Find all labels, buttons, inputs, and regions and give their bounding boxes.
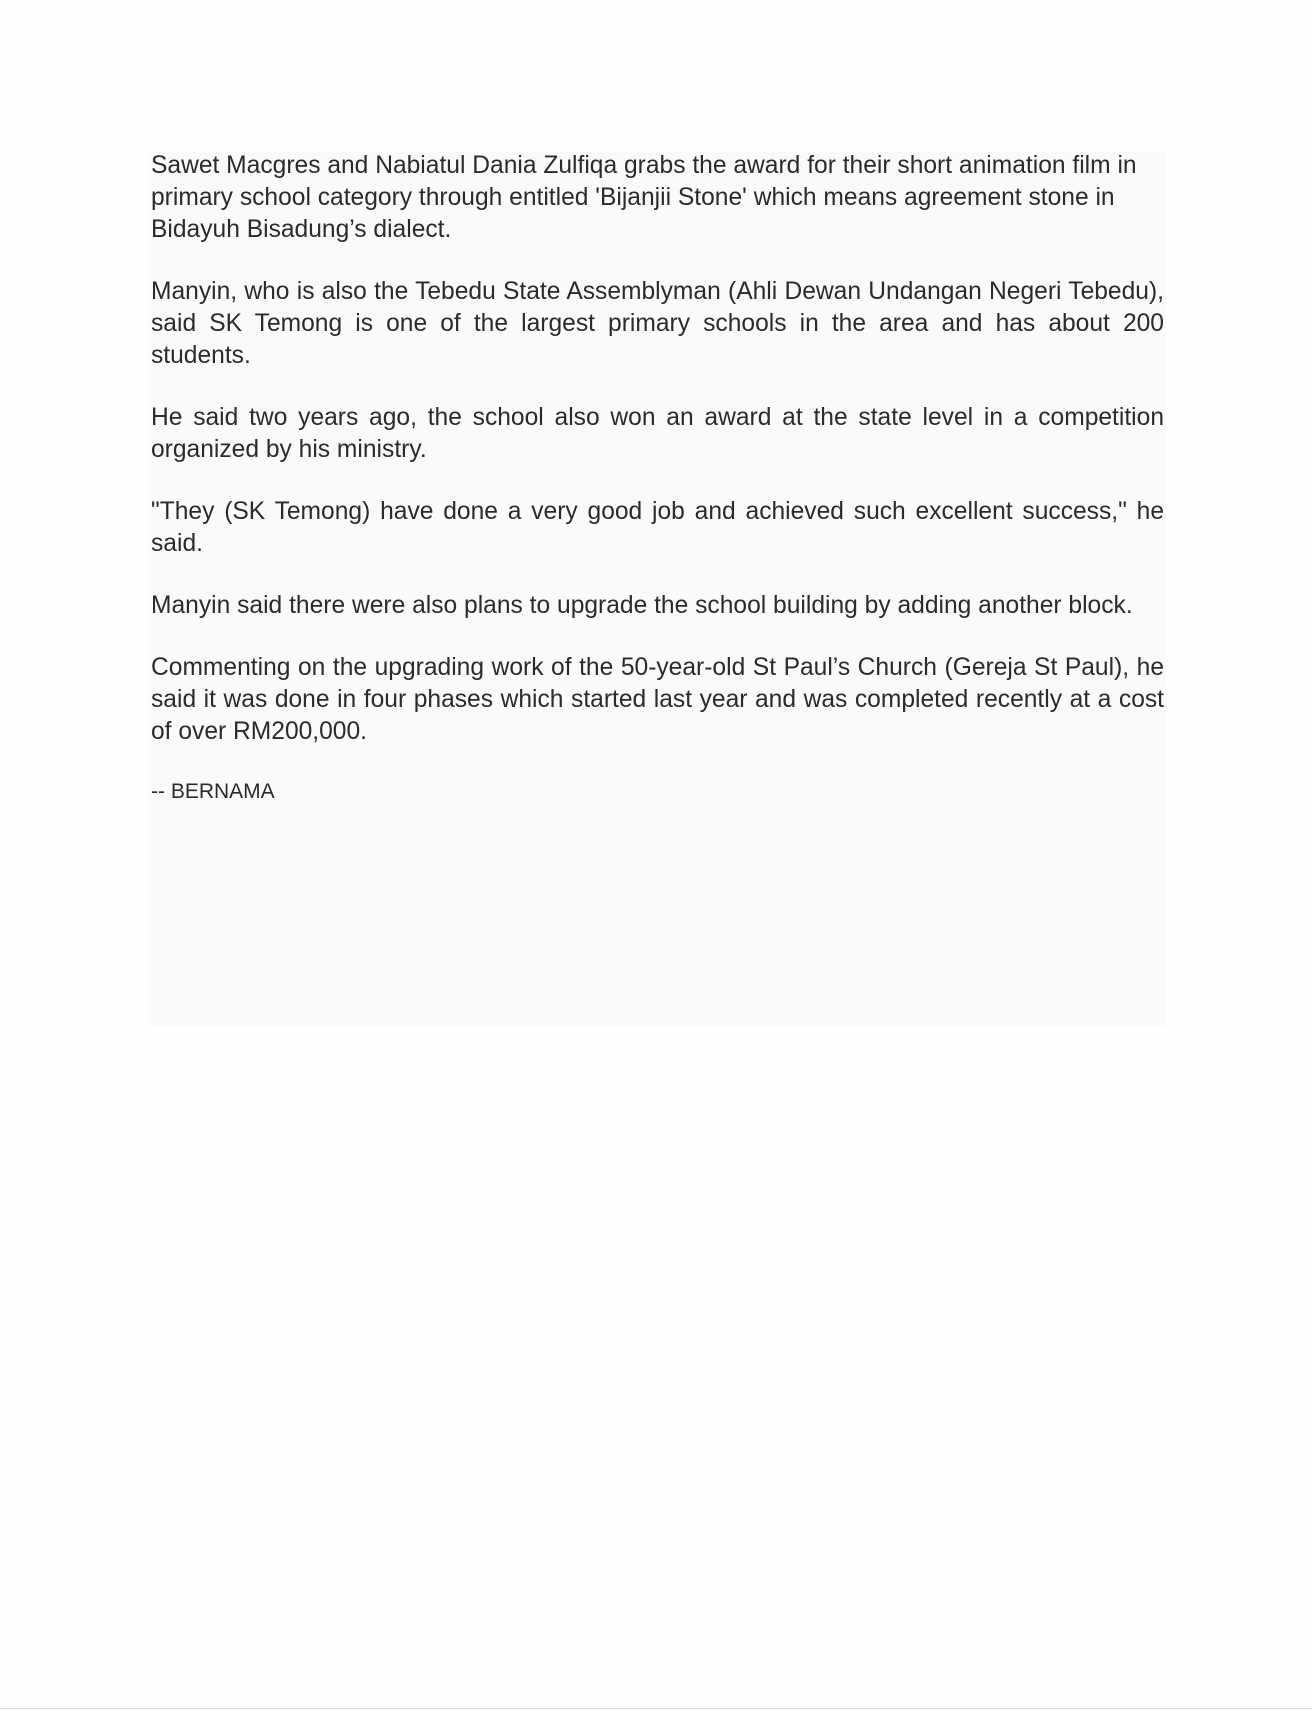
paragraph-upgrade-plans: Manyin said there were also plans to upgrade the school building by adding another block. [151, 592, 1133, 619]
paragraph-church-upgrade: Commenting on the upgrading work of the 50-year-old St Paul’s Church (Gereja St Paul), he said it was done in four phases which started last year and was completed recently at a cost of over RM200,000. [151, 654, 1164, 745]
paragraph-quote: "They (SK Temong) have done a very good job and achieved such excellent success," he said. [151, 498, 1164, 557]
paragraph-state-award: He said two years ago, the school also won an award at the state level in a competition organized by his ministry. [151, 404, 1164, 463]
paragraph-assemblyman: Manyin, who is also the Tebedu State Assemblyman (Ahli Dewan Undangan Negeri Tebedu), said SK Temong is one of the largest primary schools in the area and has about 200 students. [151, 278, 1164, 369]
byline: -- BERNAMA [151, 780, 275, 803]
paragraph-award: Sawet Macgres and Nabiatul Dania Zulfiqa grabs the award for their short animation film in primary school category through entitled 'Bijanjii Stone' which means agreement stone in Bidayuh Bisadung’s dialect. [151, 152, 1137, 243]
article-body [151, 150, 1164, 806]
